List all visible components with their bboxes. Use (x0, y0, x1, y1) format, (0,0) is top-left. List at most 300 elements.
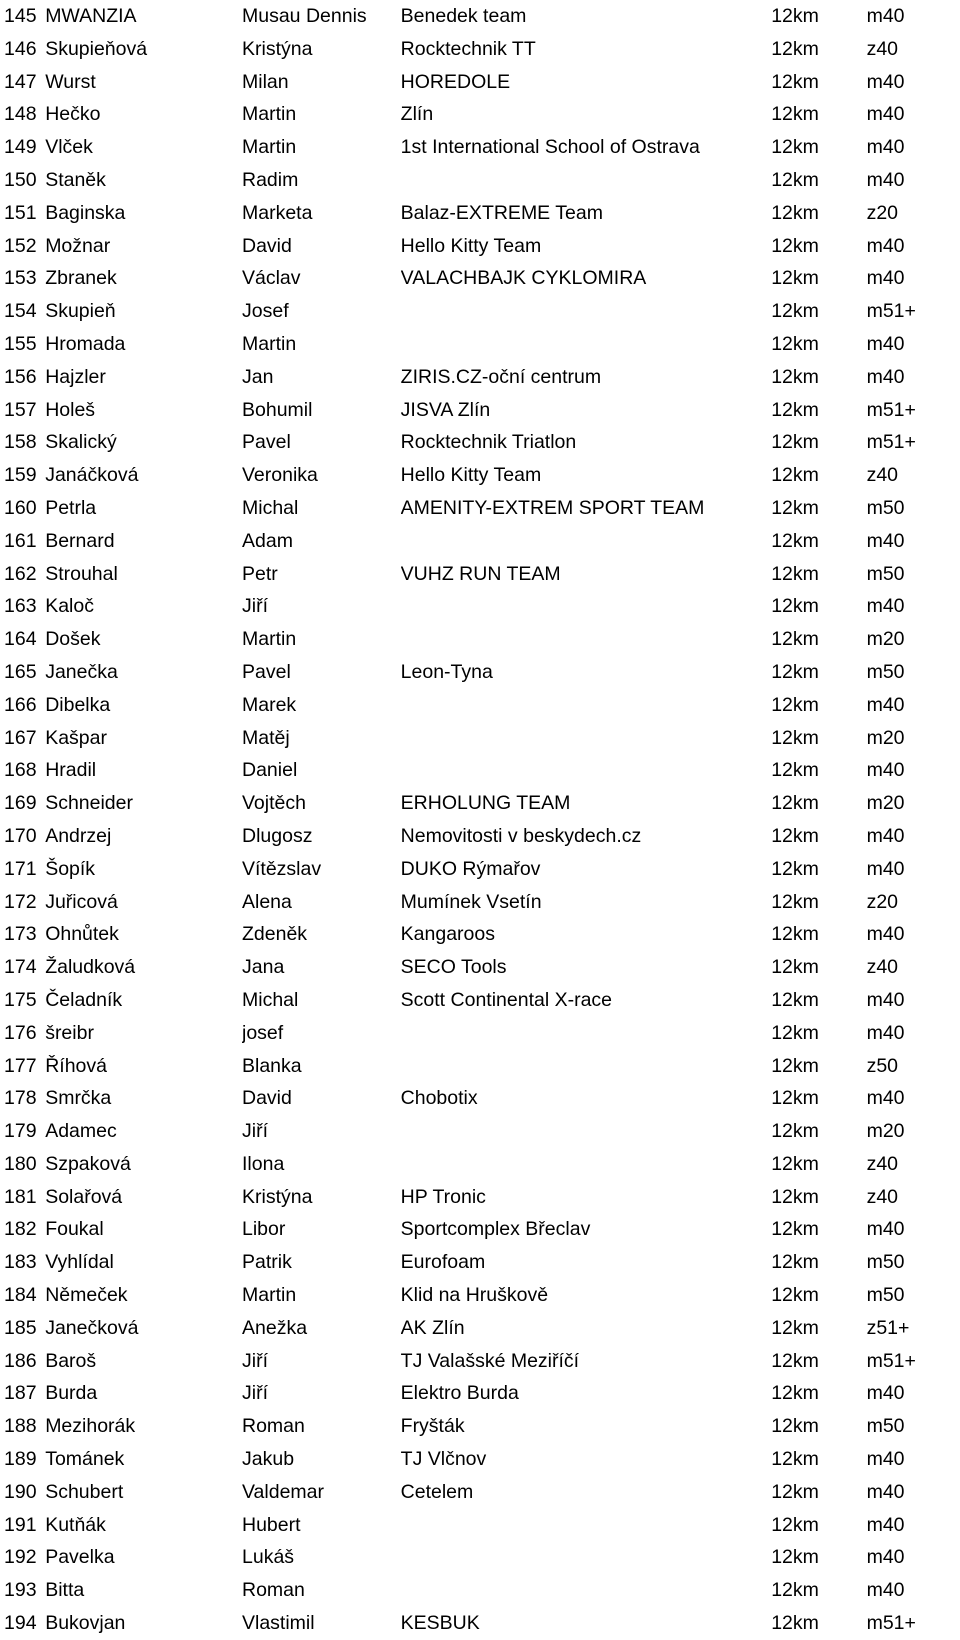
team-name-cell: TJ Vlčnov (400, 1448, 487, 1471)
distance-cell: 12km (771, 1415, 819, 1438)
start-number-cell: 148 (4, 103, 37, 126)
first-name-cell: Valdemar (242, 1480, 325, 1503)
table-row (0, 853, 960, 886)
distance-cell: 12km (771, 431, 819, 454)
table-row (0, 1607, 960, 1640)
category-cell: m40 (866, 1546, 905, 1569)
start-number-cell: 161 (4, 529, 37, 552)
last-name-cell: Foukal (45, 1218, 104, 1241)
table-row (0, 754, 960, 787)
team-name-cell: TJ Valašské Meziříčí (400, 1349, 580, 1372)
distance-cell: 12km (771, 365, 819, 388)
category-cell: m20 (866, 628, 905, 651)
start-number-cell: 181 (4, 1185, 37, 1208)
category-cell: m40 (866, 136, 905, 159)
table-row (0, 1574, 960, 1607)
start-number-cell: 156 (4, 365, 37, 388)
team-name-cell: Benedek team (400, 5, 527, 27)
start-number-cell: 146 (4, 37, 37, 60)
table-row (0, 886, 960, 919)
last-name-cell: Skupieňová (45, 37, 148, 60)
start-number-cell: 164 (4, 628, 37, 651)
category-cell: m40 (866, 1448, 905, 1471)
category-cell: m40 (866, 234, 905, 257)
start-number-cell: 168 (4, 759, 37, 782)
category-cell: z51+ (866, 1316, 910, 1339)
last-name-cell: Vyhlídal (45, 1251, 114, 1274)
team-name-cell: Scott Continental X-race (400, 988, 613, 1011)
first-name-cell: Alena (242, 890, 292, 913)
start-number-cell: 191 (4, 1513, 37, 1536)
distance-cell: 12km (771, 857, 819, 880)
category-cell: m20 (866, 726, 905, 749)
last-name-cell: Janečka (45, 660, 118, 683)
category-cell: m40 (866, 1021, 905, 1044)
start-number-cell: 182 (4, 1218, 37, 1241)
first-name-cell: Kristýna (242, 1185, 313, 1208)
distance-cell: 12km (771, 332, 819, 355)
team-name-cell: Eurofoam (400, 1251, 486, 1274)
distance-cell: 12km (771, 923, 819, 946)
last-name-cell: Adamec (45, 1120, 117, 1143)
start-number-cell: 151 (4, 201, 37, 224)
team-name-cell: VALACHBAJK CYKLOMIRA (400, 267, 647, 290)
category-cell: m40 (866, 759, 905, 782)
distance-cell: 12km (771, 759, 819, 782)
table-row (0, 787, 960, 820)
distance-cell: 12km (771, 496, 819, 519)
last-name-cell: Janečková (45, 1316, 139, 1339)
last-name-cell: Bernard (45, 529, 115, 552)
distance-cell: 12km (771, 5, 819, 27)
distance-cell: 12km (771, 267, 819, 290)
distance-cell: 12km (771, 103, 819, 126)
category-cell: z40 (866, 956, 899, 979)
team-name-cell: 1st International School of Ostrava (400, 136, 700, 159)
first-name-cell: Roman (242, 1415, 305, 1438)
start-number-cell: 152 (4, 234, 37, 257)
category-cell: m20 (866, 792, 905, 815)
last-name-cell: Juřicová (45, 890, 118, 913)
category-cell: m51+ (866, 398, 916, 421)
distance-cell: 12km (771, 562, 819, 585)
team-name-cell (401, 164, 772, 197)
team-name-cell: KESBUK (400, 1612, 480, 1635)
team-name-cell: AK Zlín (400, 1316, 465, 1339)
table-row (0, 230, 960, 263)
first-name-cell: Martin (242, 628, 297, 651)
first-name-cell: Jan (242, 365, 274, 388)
start-number-cell: 159 (4, 464, 37, 487)
team-name-cell: SECO Tools (400, 956, 507, 979)
team-name-cell (401, 722, 772, 755)
table-row (0, 1279, 960, 1312)
table-row (0, 1181, 960, 1214)
last-name-cell: Schneider (45, 792, 133, 815)
category-cell: m40 (866, 988, 905, 1011)
team-name-cell: Hello Kitty Team (400, 464, 542, 487)
first-name-cell: Jana (242, 956, 285, 979)
team-name-cell: DUKO Rýmařov (400, 857, 541, 880)
first-name-cell: Blanka (242, 1054, 302, 1077)
category-cell: m40 (866, 1087, 905, 1110)
first-name-cell: Patrik (242, 1251, 292, 1274)
distance-cell: 12km (771, 1480, 819, 1503)
distance-cell: 12km (771, 1316, 819, 1339)
distance-cell: 12km (771, 1054, 819, 1077)
first-name-cell: Anežka (242, 1316, 308, 1339)
distance-cell: 12km (771, 398, 819, 421)
start-number-cell: 167 (4, 726, 37, 749)
start-number-cell: 147 (4, 70, 37, 93)
last-name-cell: Baginska (45, 201, 126, 224)
last-name-cell: Šopík (45, 857, 96, 880)
distance-cell: 12km (771, 595, 819, 618)
distance-cell: 12km (771, 300, 819, 323)
first-name-cell: Marketa (242, 201, 313, 224)
last-name-cell: Petrla (45, 496, 97, 519)
start-number-cell: 188 (4, 1415, 37, 1438)
first-name-cell: Vlastimil (242, 1612, 315, 1635)
start-number-cell: 145 (4, 5, 37, 27)
distance-cell: 12km (771, 1382, 819, 1405)
category-cell: m40 (866, 332, 905, 355)
category-cell: m40 (866, 5, 905, 27)
start-number-cell: 170 (4, 824, 37, 847)
first-name-cell: Josef (242, 300, 289, 323)
team-name-cell: HP Tronic (400, 1185, 486, 1208)
team-name-cell (401, 590, 772, 623)
distance-cell: 12km (771, 1185, 819, 1208)
start-number-cell: 194 (4, 1612, 37, 1635)
table-row (0, 328, 960, 361)
first-name-cell: Matěj (242, 726, 290, 749)
start-number-cell: 153 (4, 267, 37, 290)
team-name-cell (401, 1050, 772, 1083)
distance-cell: 12km (771, 1612, 819, 1635)
start-number-cell: 175 (4, 988, 37, 1011)
last-name-cell: Možnar (45, 234, 111, 257)
table-row (0, 1082, 960, 1115)
category-cell: m50 (866, 1251, 905, 1274)
first-name-cell: Jiří (242, 1382, 268, 1405)
table-row (0, 66, 960, 99)
table-row (0, 1148, 960, 1181)
table-row (0, 984, 960, 1017)
category-cell: m40 (866, 1579, 905, 1602)
distance-cell: 12km (771, 136, 819, 159)
table-row (0, 722, 960, 755)
team-name-cell (401, 1509, 772, 1542)
distance-cell: 12km (771, 726, 819, 749)
team-name-cell (401, 1017, 772, 1050)
team-name-cell: ZIRIS.CZ-oční centrum (400, 365, 602, 388)
table-row (0, 820, 960, 853)
start-number-cell: 165 (4, 660, 37, 683)
last-name-cell: MWANZIA (45, 5, 137, 27)
category-cell: m40 (866, 1218, 905, 1241)
distance-cell: 12km (771, 1120, 819, 1143)
category-cell: z40 (866, 1152, 899, 1175)
category-cell: z40 (866, 464, 899, 487)
distance-cell: 12km (771, 792, 819, 815)
first-name-cell: Jiří (242, 1349, 268, 1372)
category-cell: m40 (866, 824, 905, 847)
category-cell: z50 (866, 1054, 899, 1077)
category-cell: m51+ (866, 1612, 916, 1635)
start-number-cell: 169 (4, 792, 37, 815)
category-cell: m51+ (866, 1349, 916, 1372)
first-name-cell: Martin (242, 136, 297, 159)
table-row (0, 131, 960, 164)
start-number-cell: 184 (4, 1284, 37, 1307)
start-number-cell: 192 (4, 1546, 37, 1569)
team-name-cell: Rocktechnik Triatlon (400, 431, 577, 454)
distance-cell: 12km (771, 1513, 819, 1536)
table-row (0, 951, 960, 984)
last-name-cell: Němeček (45, 1284, 128, 1307)
first-name-cell: Ilona (242, 1152, 285, 1175)
category-cell: m40 (866, 267, 905, 290)
table-row (0, 394, 960, 427)
start-number-cell: 166 (4, 693, 37, 716)
first-name-cell: Marek (242, 693, 297, 716)
first-name-cell: Michal (242, 496, 299, 519)
last-name-cell: Hajzler (45, 365, 106, 388)
first-name-cell: Vítězslav (242, 857, 322, 880)
team-name-cell (401, 754, 772, 787)
team-name-cell: Hello Kitty Team (400, 234, 542, 257)
table-row (0, 295, 960, 328)
table-row (0, 492, 960, 525)
first-name-cell: Martin (242, 1284, 297, 1307)
first-name-cell: David (242, 1087, 292, 1110)
start-number-cell: 185 (4, 1316, 37, 1339)
category-cell: m50 (866, 660, 905, 683)
category-cell: z40 (866, 1185, 899, 1208)
table-row (0, 918, 960, 951)
team-name-cell: Balaz-EXTREME Team (400, 201, 603, 224)
table-row (0, 197, 960, 230)
table-row (0, 1115, 960, 1148)
table-row (0, 1476, 960, 1509)
team-name-cell: Klid na Hruškově (400, 1284, 549, 1307)
category-cell: m40 (866, 923, 905, 946)
team-name-cell (401, 623, 772, 656)
table-row (0, 98, 960, 131)
table-row (0, 1246, 960, 1279)
table-row (0, 0, 960, 33)
distance-cell: 12km (771, 529, 819, 552)
last-name-cell: Došek (45, 628, 101, 651)
start-number-cell: 172 (4, 890, 37, 913)
start-number-cell: 160 (4, 496, 37, 519)
distance-cell: 12km (771, 988, 819, 1011)
distance-cell: 12km (771, 37, 819, 60)
last-name-cell: Hradil (45, 759, 97, 782)
category-cell: m51+ (866, 300, 916, 323)
start-number-cell: 162 (4, 562, 37, 585)
first-name-cell: Kristýna (242, 37, 313, 60)
first-name-cell: Daniel (242, 759, 298, 782)
first-name-cell: Petr (242, 562, 278, 585)
last-name-cell: Hečko (45, 103, 101, 126)
first-name-cell: Martin (242, 332, 297, 355)
start-number-cell: 171 (4, 857, 37, 880)
last-name-cell: Solařová (45, 1185, 123, 1208)
category-cell: m40 (866, 168, 905, 191)
distance-cell: 12km (771, 464, 819, 487)
start-number-cell: 179 (4, 1120, 37, 1143)
table-row (0, 33, 960, 66)
table-row (0, 426, 960, 459)
start-number-cell: 157 (4, 398, 37, 421)
distance-cell: 12km (771, 201, 819, 224)
start-number-cell: 189 (4, 1448, 37, 1471)
last-name-cell: šreibr (45, 1021, 94, 1044)
distance-cell: 12km (771, 1579, 819, 1602)
table-row (0, 262, 960, 295)
distance-cell: 12km (771, 1218, 819, 1241)
team-name-cell: Sportcomplex Břeclav (400, 1218, 591, 1241)
team-name-cell (401, 1148, 772, 1181)
first-name-cell: Vojtěch (242, 792, 306, 815)
table-row (0, 525, 960, 558)
last-name-cell: Ohnůtek (45, 923, 119, 946)
first-name-cell: Zdeněk (242, 923, 308, 946)
category-cell: m50 (866, 1415, 905, 1438)
first-name-cell: Bohumil (242, 398, 313, 421)
last-name-cell: Hromada (45, 332, 126, 355)
first-name-cell: Musau Dennis (242, 5, 367, 27)
team-name-cell (401, 1541, 772, 1574)
first-name-cell: josef (242, 1021, 284, 1044)
start-number-cell: 186 (4, 1349, 37, 1372)
category-cell: z20 (866, 201, 899, 224)
distance-cell: 12km (771, 1349, 819, 1372)
start-number-cell: 155 (4, 332, 37, 355)
distance-cell: 12km (771, 1251, 819, 1274)
distance-cell: 12km (771, 693, 819, 716)
first-name-cell: Milan (242, 70, 289, 93)
category-cell: m40 (866, 693, 905, 716)
table-row (0, 1541, 960, 1574)
team-name-cell: VUHZ RUN TEAM (400, 562, 561, 585)
last-name-cell: Říhová (45, 1054, 107, 1077)
table-row (0, 1410, 960, 1443)
last-name-cell: Holeš (45, 398, 96, 421)
last-name-cell: Burda (45, 1382, 98, 1405)
category-cell: m40 (866, 365, 905, 388)
start-number-cell: 193 (4, 1579, 37, 1602)
team-name-cell: Nemovitosti v beskydech.cz (400, 824, 642, 847)
start-number-cell: 149 (4, 136, 37, 159)
last-name-cell: Dibelka (45, 693, 111, 716)
first-name-cell: Radim (242, 168, 299, 191)
start-number-cell: 187 (4, 1382, 37, 1405)
first-name-cell: Dlugosz (242, 824, 313, 847)
start-number-cell: 176 (4, 1021, 37, 1044)
table-row (0, 459, 960, 492)
team-name-cell (401, 689, 772, 722)
distance-cell: 12km (771, 956, 819, 979)
first-name-cell: Roman (242, 1579, 305, 1602)
last-name-cell: Čeladník (45, 988, 123, 1011)
start-number-cell: 180 (4, 1152, 37, 1175)
last-name-cell: Staněk (45, 168, 106, 191)
last-name-cell: Janáčková (45, 464, 139, 487)
distance-cell: 12km (771, 1284, 819, 1307)
distance-cell: 12km (771, 824, 819, 847)
start-number-cell: 177 (4, 1054, 37, 1077)
table-row (0, 1509, 960, 1542)
team-name-cell: Elektro Burda (400, 1382, 519, 1405)
team-name-cell: Kangaroos (400, 923, 495, 946)
team-name-cell: Leon-Tyna (400, 660, 493, 683)
team-name-cell: Rocktechnik TT (400, 37, 536, 60)
category-cell: z20 (866, 890, 899, 913)
table-row (0, 656, 960, 689)
team-name-cell: JISVA Zlín (400, 398, 491, 421)
team-name-cell (401, 328, 772, 361)
first-name-cell: Jiří (242, 595, 268, 618)
category-cell: m40 (866, 103, 905, 126)
last-name-cell: Skupieň (45, 300, 116, 323)
distance-cell: 12km (771, 234, 819, 257)
team-name-cell (401, 525, 772, 558)
distance-cell: 12km (771, 168, 819, 191)
start-number-cell: 163 (4, 595, 37, 618)
last-name-cell: Mezihorák (45, 1415, 136, 1438)
first-name-cell: Lukáš (242, 1546, 295, 1569)
last-name-cell: Vlček (45, 136, 93, 159)
table-row (0, 558, 960, 591)
distance-cell: 12km (771, 1546, 819, 1569)
first-name-cell: Václav (242, 267, 301, 290)
table-row (0, 1213, 960, 1246)
category-cell: m40 (866, 1513, 905, 1536)
category-cell: m40 (866, 595, 905, 618)
table-row (0, 1312, 960, 1345)
distance-cell: 12km (771, 660, 819, 683)
team-name-cell: Mumínek Vsetín (400, 890, 542, 913)
last-name-cell: Bitta (45, 1579, 85, 1602)
category-cell: m50 (866, 562, 905, 585)
first-name-cell: Jakub (242, 1448, 295, 1471)
category-cell: m40 (866, 1480, 905, 1503)
table-row (0, 1443, 960, 1476)
last-name-cell: Schubert (45, 1480, 124, 1503)
category-cell: m50 (866, 1284, 905, 1307)
distance-cell: 12km (771, 628, 819, 651)
first-name-cell: David (242, 234, 292, 257)
team-name-cell: Fryšták (400, 1415, 465, 1438)
start-number-cell: 178 (4, 1087, 37, 1110)
team-name-cell: Zlín (400, 103, 434, 126)
last-name-cell: Baroš (45, 1349, 97, 1372)
start-number-cell: 183 (4, 1251, 37, 1274)
table-row (0, 1377, 960, 1410)
table-row (0, 1050, 960, 1083)
last-name-cell: Pavelka (45, 1546, 115, 1569)
first-name-cell: Veronika (242, 464, 318, 487)
distance-cell: 12km (771, 1448, 819, 1471)
category-cell: z40 (866, 37, 899, 60)
category-cell: m40 (866, 70, 905, 93)
distance-cell: 12km (771, 70, 819, 93)
team-name-cell: Cetelem (400, 1480, 474, 1503)
table-row (0, 689, 960, 722)
